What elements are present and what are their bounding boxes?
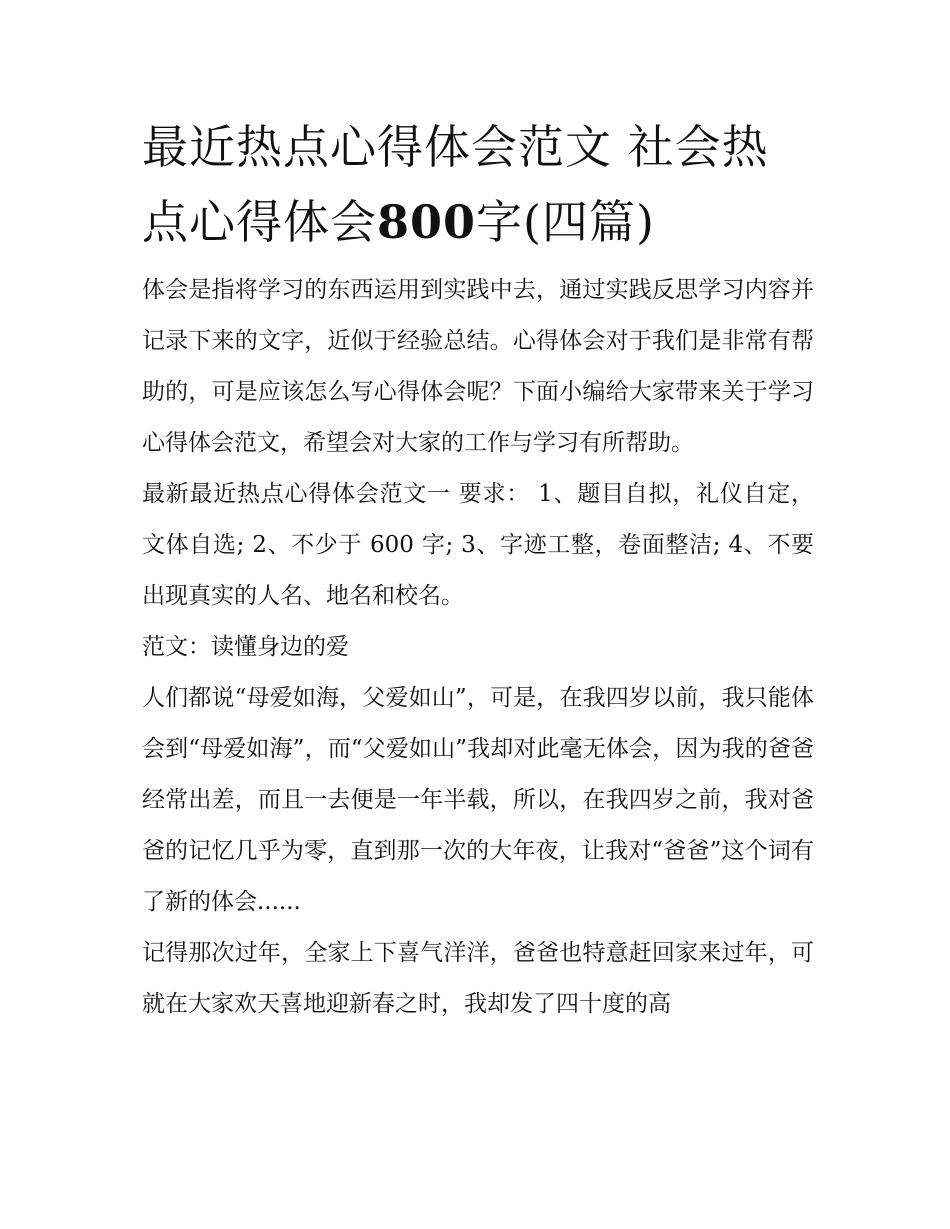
requirements-paragraph: 最新最近热点心得体会范文一 要求： 1、题目自拟，礼仪自定，文体自选; 2、不少于 600 字; 3、字迹工整，卷面整洁; 4、不要出现真实的人名、地名和校名。: [142, 481, 814, 609]
essay-heading: 范文：读懂身边的爱: [142, 634, 349, 660]
document-page: [142, 110, 814, 1030]
title-text-part2: 字(四篇): [476, 195, 655, 249]
body-paragraph: 人们都说“母爱如海，父爱如山”，可是，在我四岁以前，我只能体会到“母爱如海”，而“父爱如山”我却对此毫无体会，因为我的爸爸经常出差，而且一去便是一年半载，所以，在我四岁之前，我对爸爸的记忆几乎为零，直到那一次的大年夜，让我对“爸爸”这个词有了新的体会......: [142, 685, 814, 915]
title-text-part1: 最近热点心得体会范文 社会热点心得体会: [142, 120, 769, 249]
document-title: [142, 110, 814, 260]
body-paragraph: 记得那次过年，全家上下喜气洋洋，爸爸也特意赶回家来过年，可就在大家欢天喜地迎新春之时，我却发了四十度的高: [142, 940, 814, 1017]
title-number: 800: [377, 195, 477, 249]
intro-paragraph: 体会是指将学习的东西运用到实践中去，通过实践反思学习内容并记录下来的文字，近似于经验总结。心得体会对于我们是非常有帮助的，可是应该怎么写心得体会呢？下面小编给大家带来关于学习心得体会范文，希望会对大家的工作与学习有所帮助。: [142, 277, 814, 456]
